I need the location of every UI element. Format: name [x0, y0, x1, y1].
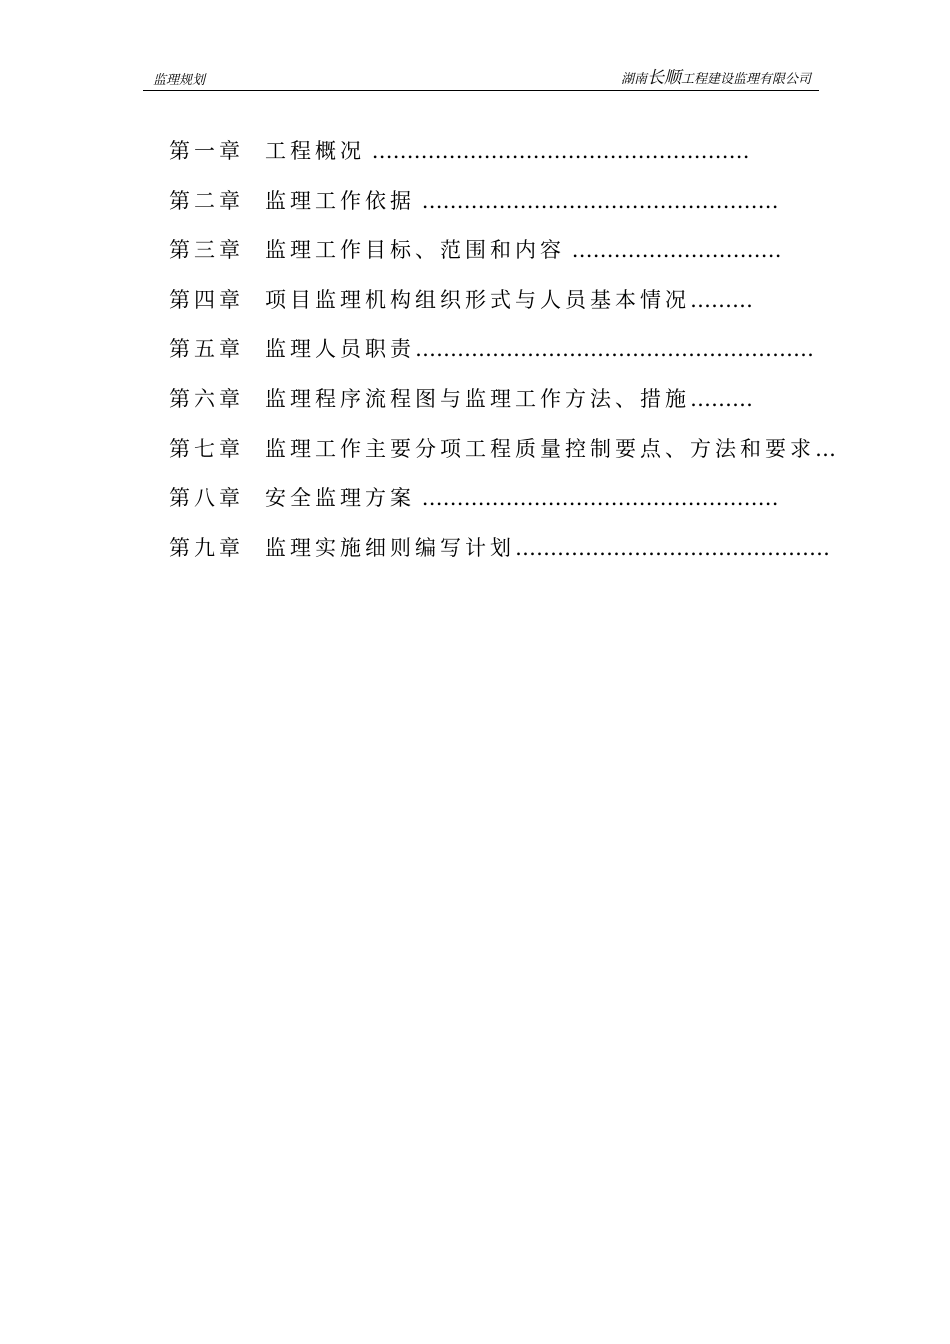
- toc-chapter-title: 监理工作主要分项工程质量控制要点、方法和要求: [265, 436, 815, 461]
- toc-dot-leader: ……………………………………………: [415, 188, 779, 213]
- toc-chapter-title: 监理实施细则编写计划: [265, 535, 515, 560]
- toc-dot-leader: …………………………………………………: [415, 337, 814, 362]
- toc-dot-leader: ……………………………………………: [415, 486, 779, 511]
- toc-dot-leader: ………: [690, 287, 753, 312]
- toc-chapter-number: 第五章: [169, 337, 244, 362]
- table-of-contents: [169, 134, 836, 580]
- toc-chapter-number: 第三章: [169, 238, 244, 263]
- toc-chapter-number: 第七章: [169, 436, 244, 461]
- toc-chapter-title: 监理人员职责: [265, 337, 415, 362]
- toc-chapter-title: 工程概况: [265, 139, 365, 163]
- toc-chapter-number: 第四章: [169, 287, 244, 312]
- toc-entry-7: [169, 432, 836, 482]
- toc-chapter-number: 第九章: [169, 535, 244, 560]
- toc-dot-leader: …………………………: [565, 238, 782, 263]
- toc-chapter-number: 第六章: [169, 386, 244, 411]
- company-brand: 长顺: [646, 68, 681, 88]
- toc-chapter-title: 监理工作依据: [265, 188, 415, 213]
- toc-entry-5: [169, 332, 819, 382]
- toc-dot-leader: ………………………………………: [515, 535, 830, 560]
- toc-entry-6: [169, 382, 819, 432]
- toc-chapter-title: 安全监理方案: [265, 486, 415, 511]
- toc-chapter-title: 监理工作目标、范围和内容: [265, 238, 565, 263]
- toc-entry-2: [169, 184, 819, 234]
- toc-chapter-number: 第八章: [169, 486, 244, 511]
- toc-chapter-number: 第一章: [169, 139, 244, 163]
- header-company-name: [621, 63, 811, 88]
- header-document-title: 监理规划: [153, 73, 206, 88]
- company-suffix: 工程建设监理有限公司: [680, 72, 811, 87]
- company-prefix: 湖南: [620, 72, 647, 87]
- toc-dot-leader: …: [815, 436, 836, 461]
- toc-chapter-number: 第二章: [169, 188, 244, 213]
- toc-entry-9: [169, 531, 830, 581]
- toc-dot-leader: ………: [690, 386, 753, 411]
- toc-entry-4: [169, 283, 819, 333]
- toc-chapter-title: 监理程序流程图与监理工作方法、措施: [265, 386, 690, 411]
- toc-entry-3: [169, 233, 819, 283]
- page-header: [143, 68, 819, 91]
- toc-chapter-title: 项目监理机构组织形式与人员基本情况: [265, 287, 690, 312]
- toc-dot-leader: ………………………………………………: [365, 139, 750, 163]
- toc-entry-1: [169, 134, 819, 184]
- toc-entry-8: [169, 481, 819, 531]
